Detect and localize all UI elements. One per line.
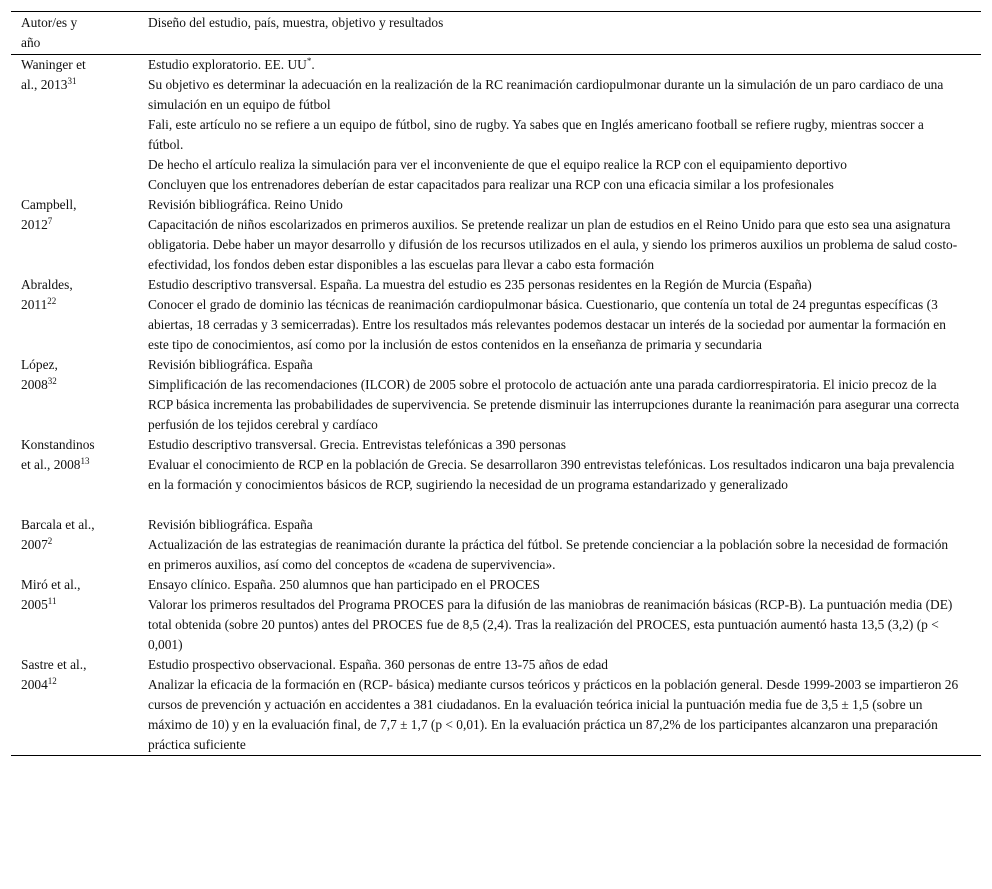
- description-line: Evaluar el conocimiento de RCP en la población de Grecia. Se desarrollaron 390 entrevistas telefónicas. Los resultados indicaron una baja prevalencia en la formación y conocimientos básicos de RCP, sugiriendo la necesidad de un programa estandarizado y generalizado: [148, 457, 955, 492]
- header-row: [11, 12, 981, 55]
- description-line: Fali, este artículo no se refiere a un equipo de fútbol, sino de rugby. Ya sabes que en Inglés americano football se refiere rugby, mientras soccer a fútbol.: [148, 117, 924, 152]
- author-cell: Konstandinos et al., 2008$^{13}$: [21, 437, 95, 472]
- reference-number: 31: [67, 76, 77, 86]
- table-row: [11, 575, 981, 655]
- author-cell: Abraldes, 2011$^{22}$: [21, 277, 73, 312]
- author-cell: Miró et al., 2005$^{11}$: [21, 577, 81, 612]
- description-line: Valorar los primeros resultados del Programa PROCES para la difusión de las maniobras de reanimación básicas (RCP-B). La puntuación media (DE) total obtenida (sobre 20 puntos) antes del PROCES fue de 8,5 (2,4). Tras la realización del PROCES, esta puntuación aumentó hasta 13,5 (3,2) (p < 0,001): [148, 597, 953, 652]
- author-cell: Barcala et al., 2007$^2$: [21, 517, 95, 552]
- description-cell: [138, 515, 981, 575]
- studies-table: [11, 11, 981, 756]
- description-line: Actualización de las estrategias de reanimación durante la práctica del fútbol. Se pretende concienciar a la población sobre la necesidad de formación en primeros auxilios, así como del conceptos de «cadena de supervivencia».: [148, 537, 949, 572]
- description-line: Conocer el grado de dominio las técnicas de reanimación cardiopulmonar básica. Cuestionario, que contenía un total de 24 preguntas específicas (3 abiertas, 18 cerradas y 3 semicerradas). Entre los resultados más relevantes podemos destacar un interés de la sociedad por aumentar la formación en este tipo de conocimientos, así como por la inclusión de estos contenidos en la enseñanza de primaria y secundaria: [148, 297, 946, 352]
- description-line: De hecho el artículo realiza la simulación para ver el inconveniente de que el equipo realice la RCP con el equipamiento deportivo: [148, 157, 847, 172]
- description-cell: [138, 575, 981, 655]
- table-row: [11, 515, 981, 575]
- description-cell: [138, 195, 981, 275]
- author-cell: López, 2008$^{32}$: [21, 357, 58, 392]
- reference-number: 7: [47, 216, 53, 226]
- spacer: [148, 495, 961, 515]
- reference-number: 32: [47, 376, 57, 386]
- description-cell: Estudio exploratorio. EE. UU*. Su objetivo es determinar la adecuación en la realización de la RC reanimación cardiopulmonar durante un la simulación de un paro cardiaco de una simulación en un equipo de fútbol Fali, este artículo no se refiere a un equipo de fútbol, sino de rugby. Ya sabes que en Inglés americano football se refiere rugby, mientras soccer a fútbol. De hecho el artículo realiza la simulación para ver el inconveniente de que el equipo realice la RCP con el equipamiento deportivo Concluyen que los entrenadores deberían de estar capacitados para realizar una RCP con una eficacia similar a los profesionales: [138, 55, 981, 196]
- table-header: [11, 12, 981, 55]
- description-line: Revisión bibliográfica. Reino Unido: [148, 197, 343, 212]
- reference-number: 2: [47, 536, 53, 546]
- description-line: Concluyen que los entrenadores deberían de estar capacitados para realizar una RCP con una eficacia similar a los profesionales: [148, 177, 834, 192]
- reference-number: 22: [47, 296, 57, 306]
- description-cell: [138, 655, 981, 756]
- description-cell: [138, 355, 981, 435]
- description-line: Simplificación de las recomendaciones (ILCOR) de 2005 sobre el protocolo de actuación ante una parada cardiorrespiratoria. El inicio precoz de la RCP básica incrementa las probabilidades de supervivencia. Se pretende disminuir las interrupciones durante la reanimación para asegurar una correcta perfusión de los tejidos cerebral y cardíaco: [148, 377, 960, 432]
- description-cell: [138, 435, 981, 515]
- reference-number: 12: [47, 676, 57, 686]
- description-line: Estudio descriptivo transversal. España. La muestra del estudio es 235 personas residentes en la Región de Murcia (España): [148, 277, 812, 292]
- author-cell: Sastre et al., 2004$^{12}$: [21, 657, 87, 692]
- header-design: Diseño del estudio, país, muestra, objetivo y resultados: [148, 15, 444, 30]
- description-line: Revisión bibliográfica. España: [148, 517, 313, 532]
- description-line: Su objetivo es determinar la adecuación en la realización de la RC reanimación cardiopulmonar durante un la simulación de un paro cardiaco de una simulación en un equipo de fútbol: [148, 77, 944, 112]
- description-line: Analizar la eficacia de la formación en (RCP- básica) mediante cursos teóricos y prácticos en la población general. Desde 1999-2003 se impartieron 26 cursos de prevención y actuación en accidentes a 381 ciudadanos. En la evaluación teórica inicial la puntuación media fue de 3,5 ± 1,5 (sobre un máximo de 10) y en la evaluación final, de 7,7 ± 1,7 (p < 0,01). En la evaluación práctica un 87,2% de los participantes alcanzaron una preparación práctica suficiente: [148, 677, 959, 752]
- table-row: [11, 435, 981, 515]
- description-line: Estudio descriptivo transversal. Grecia. Entrevistas telefónicas a 390 personas: [148, 437, 566, 452]
- table-row: [11, 655, 981, 756]
- table-body: [11, 55, 981, 756]
- description-line: Ensayo clínico. España. 250 alumnos que han participado en el PROCES: [148, 577, 540, 592]
- description-line: Estudio prospectivo observacional. España. 360 personas de entre 13-75 años de edad: [148, 657, 608, 672]
- author-cell: Waninger et al., 2013$^{31}$: [21, 57, 86, 92]
- reference-number: 11: [47, 596, 57, 606]
- description-line: Capacitación de niños escolarizados en primeros auxilios. Se pretende realizar un plan de estudios en el Reino Unido para que esto sea una asignatura obligatoria. Debe haber un mayor desarrollo y difusión de los recursos utilizados en el aula, y siendo los primeros auxilios un problema de salud costo-efectividad, los fondos deben estar disponibles a las escuelas para llevar a cabo esta formación: [148, 217, 958, 272]
- description-line: Revisión bibliográfica. España: [148, 357, 313, 372]
- reference-number: 13: [80, 456, 90, 466]
- table-row: [11, 195, 981, 275]
- table-row: [11, 55, 981, 196]
- description-cell: [138, 275, 981, 355]
- header-author-year: Autor/es y año: [21, 15, 78, 50]
- table-row: [11, 355, 981, 435]
- author-cell: Campbell, 2012$^7$: [21, 197, 77, 232]
- table-row: [11, 275, 981, 355]
